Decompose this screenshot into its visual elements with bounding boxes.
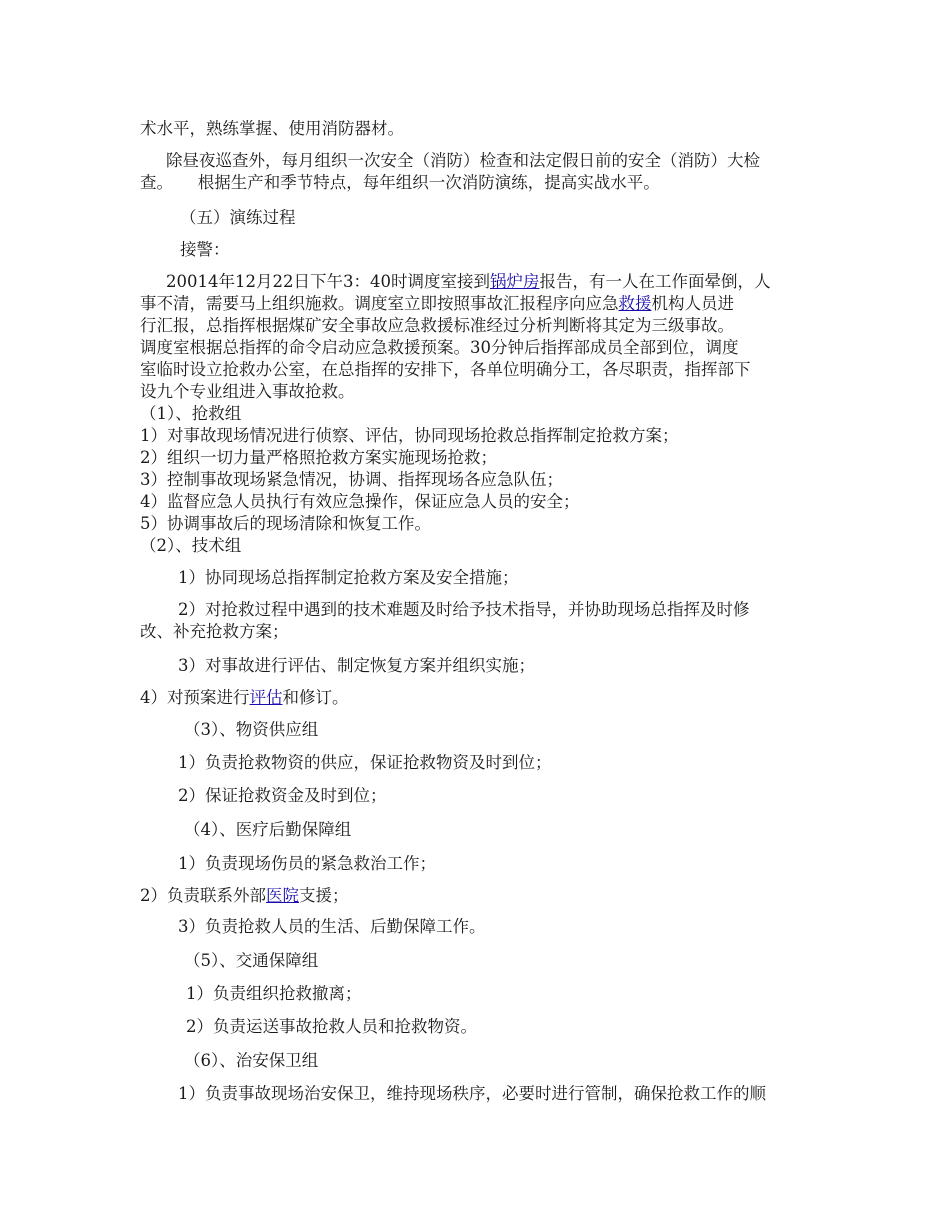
list-item: 2）对抢救过程中遇到的技术难题及时给予技术指导，并协助现场总指挥及时修	[178, 600, 750, 619]
paragraph-line: 行汇报，总指挥根据煤矿安全事故应急救援标准经过分析判断将其定为三级事故。	[140, 316, 734, 335]
list-item: 1）负责抢救物资的供应，保证抢救物资及时到位；	[178, 753, 552, 772]
paragraph-line	[166, 271, 770, 293]
paragraph-line: 室临时设立抢救办公室，在总指挥的安排下，各单位明确分工，各尽职责，指挥部下	[140, 360, 751, 379]
list-item: 3）负责抢救人员的生活、后勤保障工作。	[178, 917, 486, 936]
line-text: 机构人员进	[651, 294, 734, 313]
list-item: 3）控制事故现场紧急情况，协调、指挥现场各应急队伍；	[140, 470, 563, 489]
list-item	[140, 687, 349, 709]
list-item: 5）协调事故后的现场清除和恢复工作。	[140, 514, 431, 533]
list-item: 1）对事故现场情况进行侦察、评估，协同现场抢救总指挥制定抢救方案；	[140, 426, 679, 445]
line-text: 报告，有一人在工作面晕倒，人	[539, 272, 771, 291]
paragraph-line: 查。 根据生产和季节特点，每年组织一次消防演练，提高实战水平。	[140, 173, 660, 192]
paragraph-line	[140, 293, 734, 315]
list-item: 改、补充抢救方案；	[140, 622, 289, 641]
list-item: 2）组织一切力量严格照抢救方案实施现场抢救；	[140, 448, 497, 467]
section-heading: （2）、技术组	[140, 536, 242, 555]
list-item: 1）负责组织抢救撤离；	[186, 984, 362, 1003]
section-heading: （6）、治安保卫组	[184, 1051, 319, 1070]
line-text: 和修订。	[282, 688, 349, 707]
paragraph-line: 术水平，熟练掌握、使用消防器材。	[140, 119, 404, 138]
list-item: 3）对事故进行评估、制定恢复方案并组织实施；	[178, 656, 535, 675]
section-heading: （3）、物资供应组	[184, 720, 319, 739]
paragraph-line: 除昼夜巡查外，每月组织一次安全（消防）检查和法定假日前的安全（消防）大检	[166, 151, 760, 170]
list-item	[140, 885, 349, 907]
link-boiler-room[interactable]: 锅炉房	[489, 272, 540, 291]
line-text: 2）负责联系外部	[140, 886, 266, 905]
list-item: 2）负责运送事故抢救人员和抢救物资。	[186, 1017, 477, 1036]
line-text: 4）对预案进行	[140, 688, 250, 707]
section-heading: （五）演练过程	[180, 208, 296, 227]
section-heading: （1）、抢救组	[140, 404, 242, 423]
line-text: 事不清，需要马上组织施救。调度室立即按照事故汇报程序向应急	[140, 294, 619, 313]
list-item: 2）保证抢救资金及时到位；	[178, 786, 387, 805]
link-assessment[interactable]: 评估	[249, 688, 283, 707]
paragraph-line: 调度室根据总指挥的命令启动应急救援预案。30分钟后指挥部成员全部到位，调度	[140, 338, 739, 357]
list-item: 1）负责事故现场治安保卫，维持现场秩序，必要时进行管制，确保抢救工作的顺	[178, 1084, 766, 1103]
section-heading: （4）、医疗后勤保障组	[184, 820, 352, 839]
line-text: 20014年12月22日下午3：40时调度室接到	[166, 272, 490, 291]
paragraph-line: 接警：	[180, 240, 230, 259]
link-rescue[interactable]: 救援	[618, 294, 652, 313]
link-hospital[interactable]: 医院	[266, 886, 299, 905]
list-item: 1）负责现场伤员的紧急救治工作；	[178, 854, 436, 873]
paragraph-line: 设九个专业组进入事故抢救。	[140, 382, 355, 401]
line-text: 支援；	[299, 886, 349, 905]
section-heading: （5）、交通保障组	[184, 951, 319, 970]
list-item: 1）协同现场总指挥制定抢救方案及安全措施；	[178, 568, 519, 587]
list-item: 4）监督应急人员执行有效应急操作，保证应急人员的安全；	[140, 492, 580, 511]
